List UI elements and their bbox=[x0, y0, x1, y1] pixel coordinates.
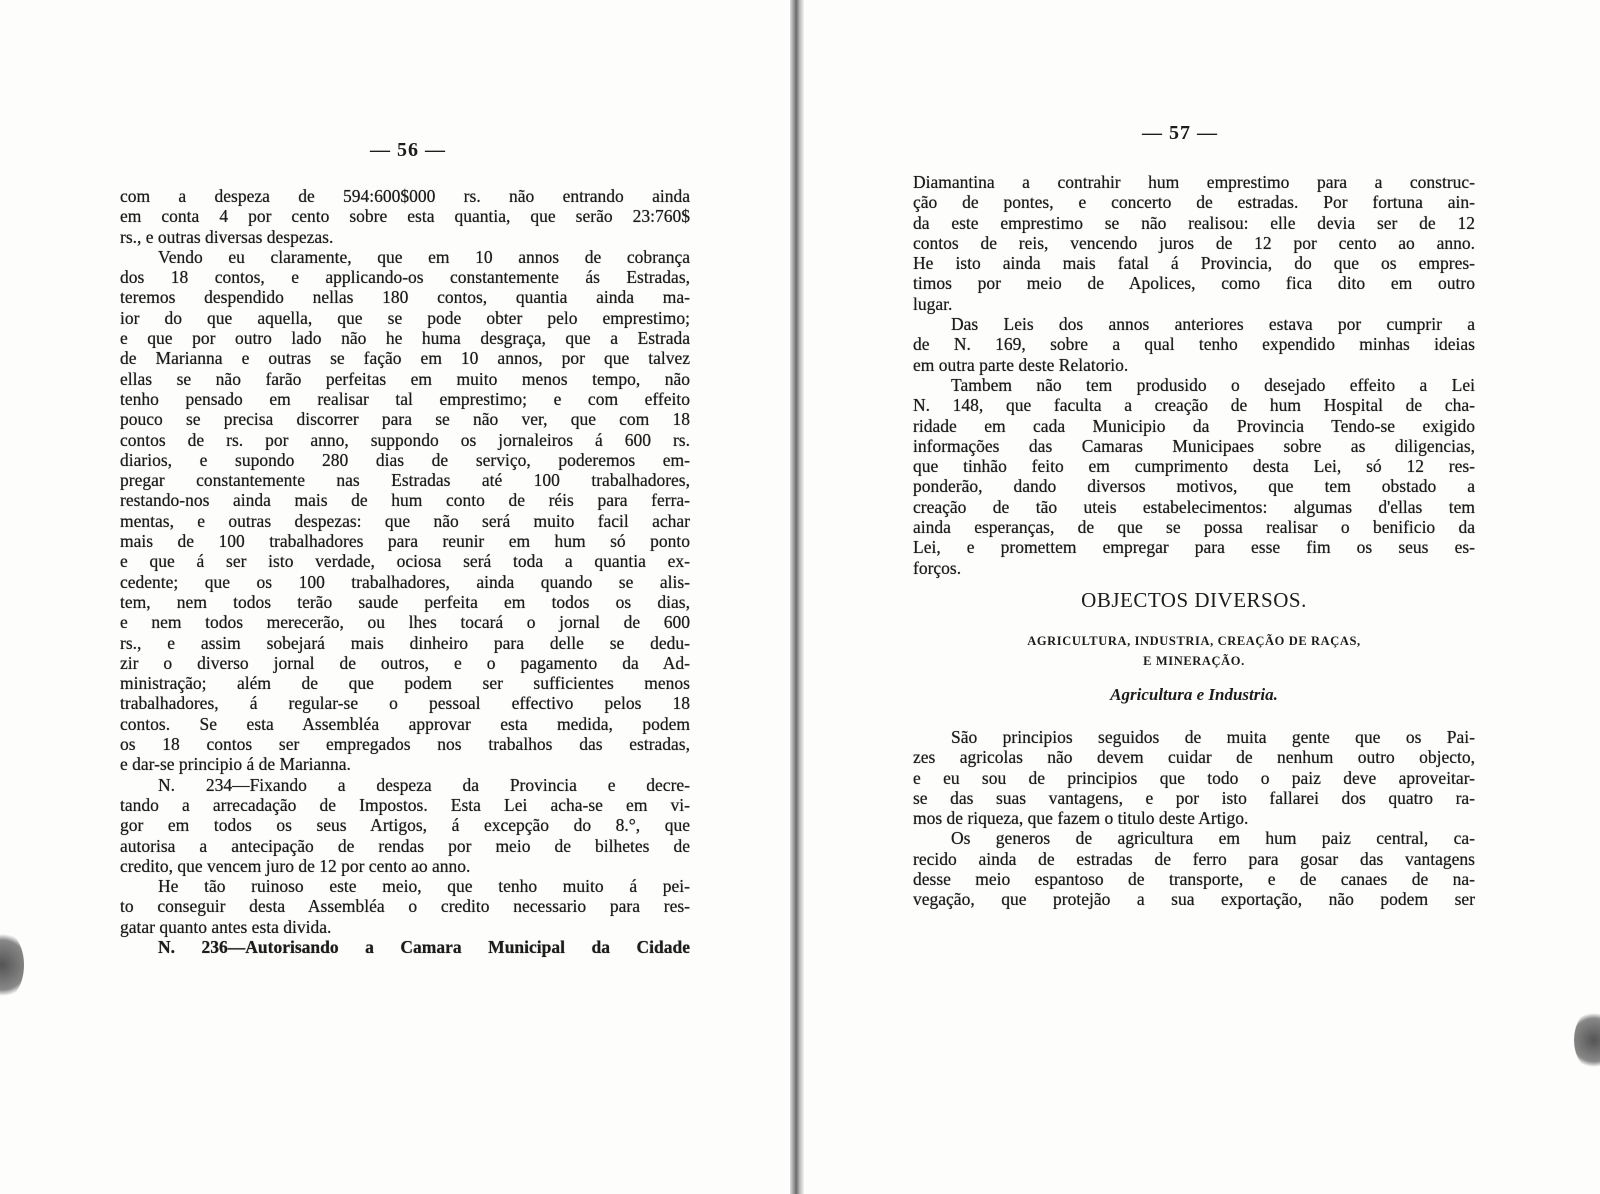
text-line: vegação, que protejão a sua exportação, não podem ser bbox=[913, 889, 1475, 910]
text-line: com a despeza de 594:600$000 rs. não entrando ainda bbox=[120, 186, 690, 206]
text-line: tem, nem todos terão saude perfeita em todos os dias, bbox=[120, 591, 690, 612]
text-line: recido ainda de estradas de ferro para gosar das vantagens bbox=[913, 848, 1475, 869]
text-line: e que á ser isto verdade, ociosa será toda a quantia ex- bbox=[120, 551, 690, 572]
text-line: credito, que vencem juro de 12 por cento ao anno. bbox=[120, 855, 471, 876]
text-line: ponderão, dando diversos motivos, que tem obstado a bbox=[913, 476, 1475, 497]
text-line: Lei, e promettem empregar para esse fim os seus es- bbox=[913, 537, 1475, 558]
left-page-number: — 56 — bbox=[370, 139, 446, 161]
text-line: tenho pensado em realisar tal emprestimo; e com effeito bbox=[120, 388, 690, 409]
text-line: N. 234—Fixando a despeza da Provincia e decre- bbox=[158, 774, 690, 795]
text-line: São principios seguidos de muita gente que os Pai- bbox=[951, 726, 1475, 747]
text-line: contos de reis, vencendo juros de 12 por cento ao anno. bbox=[913, 232, 1475, 253]
subsection-heading-cont: E MINERAÇÃO. bbox=[1143, 653, 1245, 668]
subsection-heading: AGRICULTURA, INDUSTRIA, CREAÇÃO DE RAÇAS, bbox=[1027, 633, 1361, 648]
text-line: rs., e outras diversas despezas. bbox=[120, 226, 334, 247]
text-line: diarios, e supondo 280 dias de serviço, poderemos em- bbox=[120, 449, 690, 470]
text-line: mos de riqueza, que fazem o titulo deste Artigo. bbox=[913, 808, 1249, 829]
text-line: contos de rs. por anno, suppondo os jornaleiros á 600 rs. bbox=[120, 429, 690, 450]
text-line: Vendo eu claramente, que em 10 annos de cobrança bbox=[158, 246, 690, 267]
text-line: autorisa a antecipação de rendas por meio de bilhetes de bbox=[120, 835, 690, 856]
text-line: N. 148, que faculta a creação de hum Hospital de cha- bbox=[913, 395, 1475, 416]
text-line: em outra parte deste Relatorio. bbox=[913, 354, 1129, 375]
text-line: se das suas vantagens, e por isto fallarei dos quatro ra- bbox=[913, 787, 1475, 808]
text-line: Das Leis dos annos anteriores estava por cumprir a bbox=[951, 314, 1475, 335]
section-heading: OBJECTOS DIVERSOS. bbox=[1081, 587, 1307, 612]
text-line: da este emprestimo se não realisou: elle devia ser de 12 bbox=[913, 212, 1475, 233]
text-line: He tão ruinoso este meio, que tenho muito á pei- bbox=[158, 876, 690, 897]
text-line: mentas, e outras despezas: que não será muito facil achar bbox=[120, 510, 690, 531]
text-line: ção de pontes, e concerto de estradas. Por fortuna ain- bbox=[913, 192, 1475, 213]
text-line: Tambem não tem produsido o desejado effeito a Lei bbox=[951, 374, 1475, 395]
text-line: N. 236—Autorisando a Camara Municipal da Cidade bbox=[158, 936, 690, 957]
text-line: e que por outro lado não he huma desgraça, que a Estrada bbox=[120, 328, 690, 349]
text-line: contos. Se esta Assembléa approvar esta medida, podem bbox=[120, 713, 690, 734]
right-page-number: — 57 — bbox=[1142, 122, 1218, 144]
text-line: ainda esperanças, de que se possa realisar o benificio da bbox=[913, 517, 1475, 538]
text-line: e dar-se principio á de Marianna. bbox=[120, 754, 351, 775]
text-line: cedente; que os 100 trabalhadores, ainda quando se alis- bbox=[120, 571, 690, 592]
text-line: ministração; além de que podem ser sufficientes menos bbox=[120, 673, 690, 694]
right-page-text bbox=[913, 172, 1475, 910]
text-line: timos por meio de Apolices, como fica dito em outro bbox=[913, 273, 1475, 294]
text-line: de N. 169, sobre a qual tenho expendido minhas ideias bbox=[913, 334, 1475, 355]
text-line: lugar. bbox=[913, 293, 953, 314]
text-line: zir o diverso jornal de outros, e o pagamento da Ad- bbox=[120, 652, 690, 673]
text-line: Diamantina a contrahir hum emprestimo para a construc- bbox=[913, 172, 1475, 192]
text-line: de Marianna e outras se fação em 10 annos, por que talvez bbox=[120, 348, 690, 369]
text-line: Os generos de agricultura em hum paiz central, ca- bbox=[951, 828, 1475, 849]
text-line: trabalhadores, á regular-se o pessoal effectivo pelos 18 bbox=[120, 693, 690, 714]
text-line: ridade em cada Municipio da Provincia Tendo-se exigido bbox=[913, 415, 1475, 436]
text-line: dos 18 contos, e applicando-os constantemente ás Estradas, bbox=[120, 267, 690, 288]
section-title: Agricultura e Industria. bbox=[1110, 684, 1278, 704]
text-line: restando-nos ainda mais de hum conto de réis para ferra- bbox=[120, 490, 690, 511]
text-line: pregar constantemente nas Estradas até 100 trabalhadores, bbox=[120, 470, 690, 491]
text-line: teremos despendido nellas 180 contos, quantia ainda ma- bbox=[120, 287, 690, 308]
text-line: e eu sou de principios que todo o paiz deve aproveitar- bbox=[913, 767, 1475, 788]
text-line: desse meio espantoso de transporte, e de canaes de na- bbox=[913, 869, 1475, 890]
text-line: em conta 4 por cento sobre esta quantia, que serão 23:760$ bbox=[120, 206, 690, 227]
left-page-text bbox=[120, 186, 690, 957]
text-line: He isto ainda mais fatal á Provincia, do que os empres- bbox=[913, 253, 1475, 274]
book-gutter bbox=[790, 0, 804, 1194]
text-line: tando a arrecadação de Impostos. Esta Lei acha-se em vi- bbox=[120, 794, 690, 815]
text-line: gor em todos os seus Artigos, á excepção do 8.°, que bbox=[120, 815, 690, 836]
text-line: forços. bbox=[913, 557, 962, 578]
text-line: e nem todos merecerão, ou lhes tocará o jornal de 600 bbox=[120, 612, 690, 633]
text-line: gatar quanto antes esta divida. bbox=[120, 916, 332, 937]
text-line: os 18 contos ser empregados nos trabalhos das estradas, bbox=[120, 734, 690, 755]
text-line: pouco se precisa discorrer para se não ver, que com 18 bbox=[120, 409, 690, 430]
text-line: to conseguir desta Assembléa o credito necessario para res- bbox=[120, 896, 690, 917]
text-line: informações das Camaras Municipaes sobre as diligencias, bbox=[913, 435, 1475, 456]
text-line: rs., e assim sobejará mais dinheiro para delle se dedu- bbox=[120, 632, 690, 653]
text-line: que tinhão feito em cumprimento desta Lei, só 12 res- bbox=[913, 456, 1475, 477]
text-line: zes agricolas não devem cuidar de nenhum outro objecto, bbox=[913, 747, 1475, 768]
text-line: ellas se não farão perfeitas em muito menos tempo, não bbox=[120, 368, 690, 389]
text-line: creação de tão uteis estabelecimentos: algumas d'ellas tem bbox=[913, 496, 1475, 517]
text-line: mais de 100 trabalhadores para reunir em hum só ponto bbox=[120, 531, 690, 552]
text-line: ior do que aquella, que se pode obter pelo emprestimo; bbox=[120, 307, 690, 328]
